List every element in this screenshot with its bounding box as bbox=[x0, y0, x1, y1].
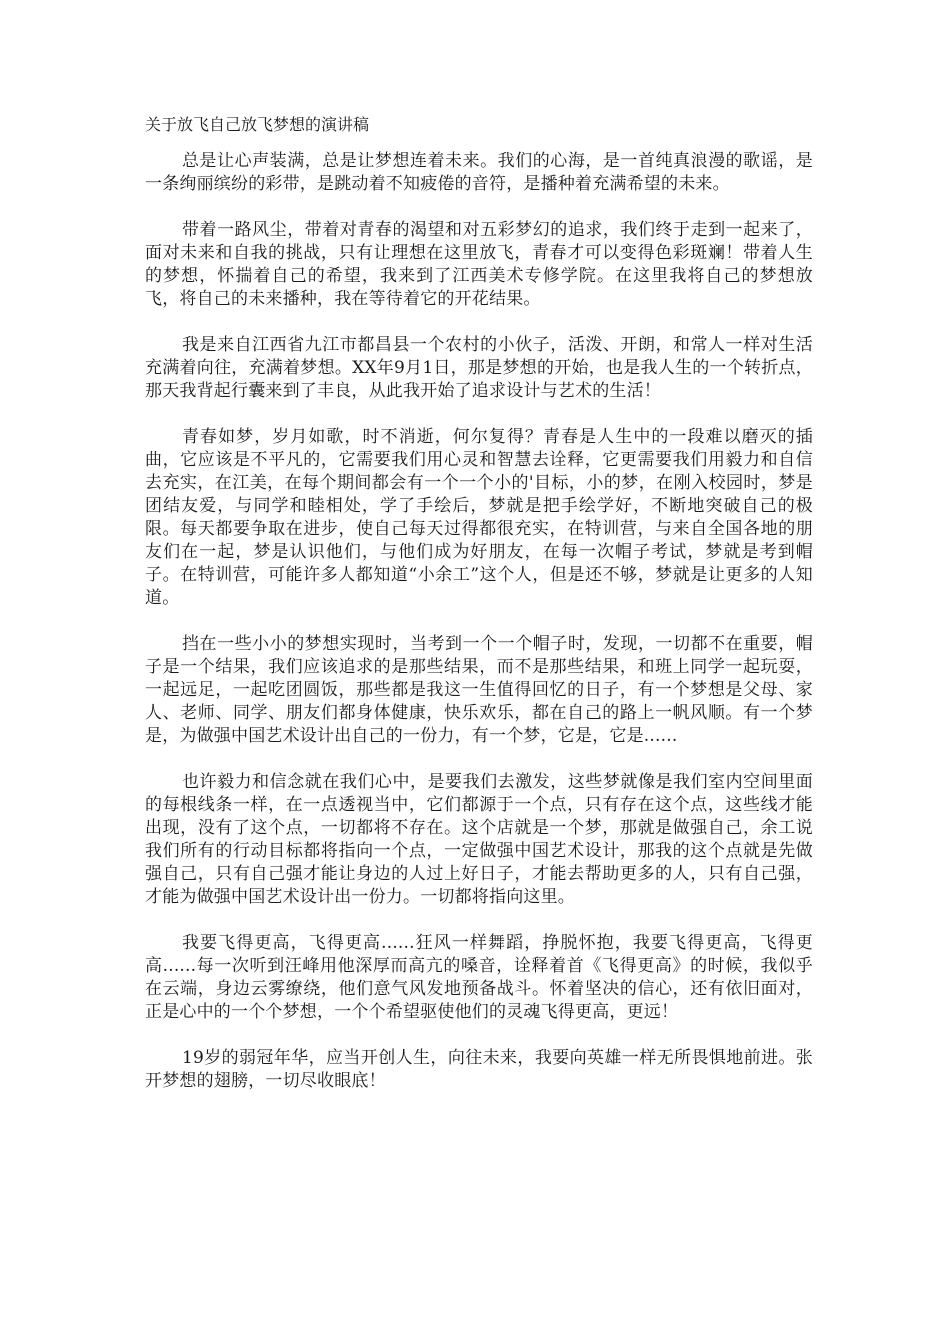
paragraph-5: 挡在一些小小的梦想实现时，当考到一个一个帽子时，发现，一切都不在重要，帽子是一个结果，我们应该追求的是那些结果，而不是那些结果，和班上同学一起玩耍，一起远足，一起吃团圆饭，那些都是我这一生值得回忆的日子，有一个梦想是父母、家人、老师、同学、朋友们都身体健康，快乐欢乐，都在自己的路上一帆风顺。有一个梦是，为做强中国艺术设计出自己的一份力，有一个梦，它是，它是...... bbox=[145, 634, 813, 746]
document-title: 关于放飞自己放飞梦想的演讲稿 bbox=[145, 115, 370, 134]
paragraph-6: 也许毅力和信念就在我们心中，是要我们去激发，这些梦就像是我们室内空间里面的每根线条一样，在一点透视当中，它们都源于一个点，只有存在这个点，这些线才能出现，没有了这个点，一切都将不存在。这个店就是一个梦，那就是做强自己，余工说我们所有的行动目标都将指向一个点，一定做强中国艺术设计，那我的这个点就是先做强自己，只有自己强才能让身边的人过上好日子，才能去帮助更多的人，只有自己强，才能为做强中国艺术设计出一份力。一切都将指向这里。 bbox=[145, 772, 813, 907]
document-page bbox=[145, 112, 813, 1116]
paragraph-2: 带着一路风尘，带着对青春的渴望和对五彩梦幻的追求，我们终于走到一起来了，面对未来和自我的挑战，只有让理想在这里放飞，青春才可以变得色彩斑斓！带着人生的梦想，怀揣着自己的希望，我来到了江西美术专修学院。在这里我将自己的梦想放飞，将自己的未来播种，我在等待着它的开花结果。 bbox=[145, 220, 813, 309]
paragraph-8: 19岁的弱冠年华，应当开创人生，向往未来，我要向英雄一样无所畏惧地前进。张开梦想的翅膀，一切尽收眼底！ bbox=[145, 1048, 813, 1091]
paragraph-4: 青春如梦，岁月如歌，时不消逝，何尔复得？青春是人生中的一段难以磨灭的插曲，它应该是不平凡的，它需要我们用心灵和智慧去诠释，它更需要我们用毅力和自信去充实，在江美，在每个期间都会有一个一个小的'目标，小的梦，在刚入校园时，梦是团结友爱，与同学和睦相处，学了手绘后，梦就是把手绘学好，不断地突破自己的极限。每天都要争取在进步，使自己每天过得都很充实，在特训营，与来自全国各地的朋友们在一起，梦是认识他们，与他们成为好朋友，在每一次帽子考试，梦就是考到帽子。在特训营，可能许多人都知道“小余工”这个人，但是还不够，梦就是让更多的人知道。 bbox=[145, 427, 813, 608]
paragraph-1: 总是让心声装满，总是让梦想连着未来。我们的心海，是一首纯真浪漫的歌谣，是一条绚丽缤纷的彩带，是跳动着不知疲倦的音符，是播种着充满希望的未来。 bbox=[145, 151, 813, 194]
paragraph-7: 我要飞得更高，飞得更高......狂风一样舞蹈，挣脱怀抱，我要飞得更高，飞得更高......每一次听到汪峰用他深厚而高亢的嗓音，诠释着首《飞得更高》的时候，我似乎在云端，身边云雾缭绕，他们意气风发地预备战斗。怀着坚决的信心，还有依旧面对，正是心中的一个个梦想，一个个希望驱使他们的灵魂飞得更高，更远！ bbox=[145, 933, 813, 1022]
paragraph-3: 我是来自江西省九江市都昌县一个农村的小伙子，活泼、开朗，和常人一样对生活充满着向往，充满着梦想。XX年9月1日，那是梦想的开始，也是我人生的一个转折点，那天我背起行囊来到了丰良，从此我开始了追求设计与艺术的生活！ bbox=[145, 335, 813, 401]
